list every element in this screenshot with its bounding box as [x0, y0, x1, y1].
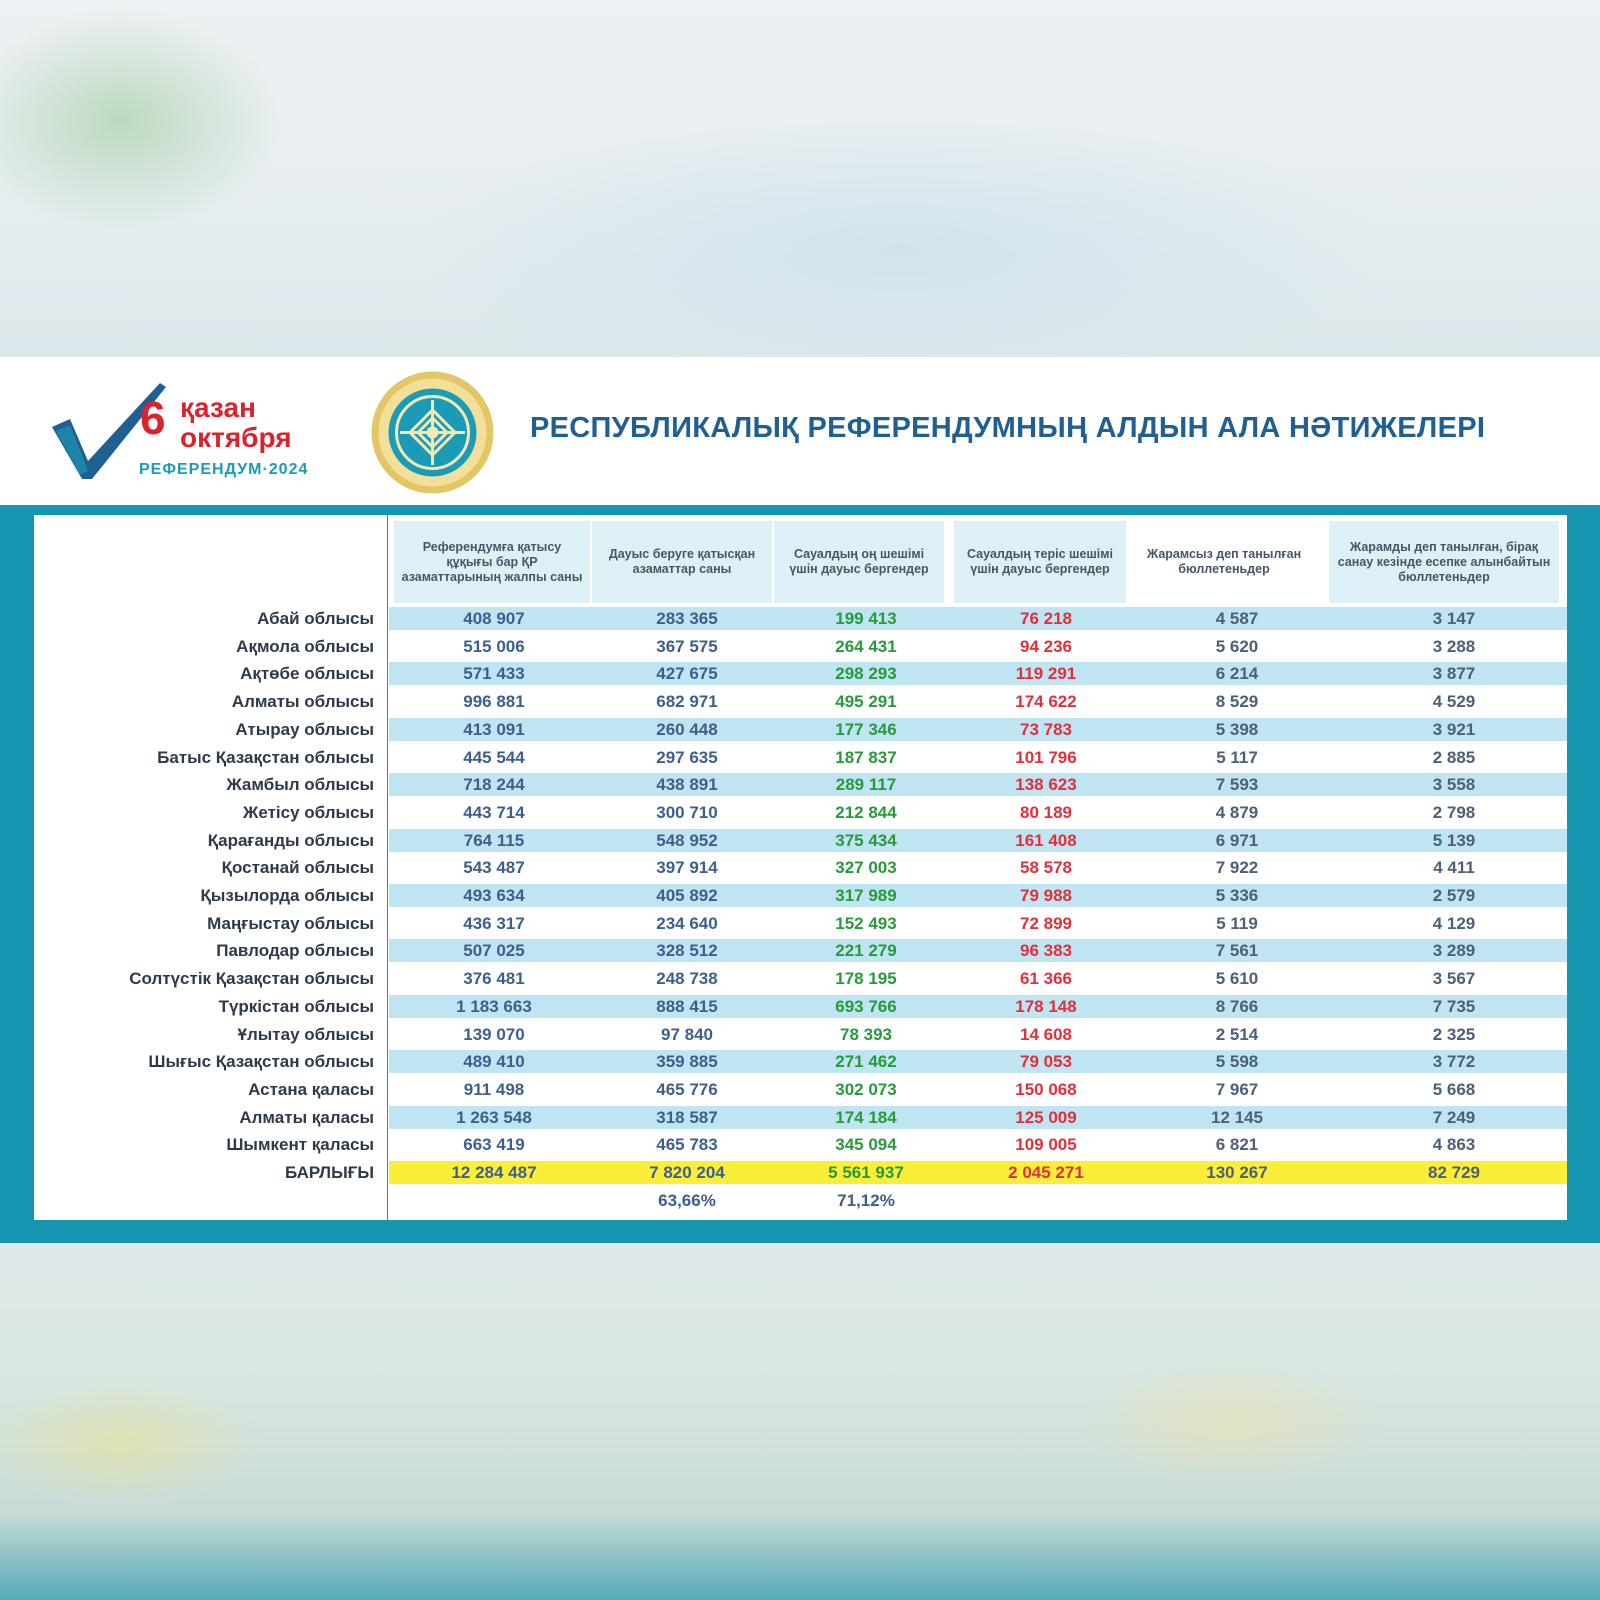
cell-invalid: 5 610 — [1215, 969, 1259, 989]
cell-participated: 465 776 — [656, 1079, 718, 1099]
cell-total: 413 091 — [463, 719, 525, 739]
cell-no: 73 783 — [1020, 719, 1072, 739]
cell-invalid: 7 593 — [1215, 775, 1259, 795]
cell-yes: 289 117 — [835, 775, 897, 795]
cell-total: 489 410 — [463, 1052, 525, 1072]
cell-yes: 693 766 — [835, 996, 897, 1016]
cell-no: 61 366 — [1020, 969, 1072, 989]
cell-not-counted: 5 668 — [1432, 1079, 1476, 1099]
cell-no: 80 189 — [1020, 802, 1072, 822]
cell-yes: 5 561 937 — [828, 1163, 904, 1182]
cell-no: 14 608 — [1020, 1024, 1072, 1044]
cell-participated: 318 587 — [656, 1107, 718, 1127]
region-name: Абай облысы — [257, 609, 374, 628]
cell-no: 72 899 — [1020, 913, 1072, 933]
cell-yes: 298 293 — [835, 664, 897, 684]
cell-participated: 359 885 — [656, 1052, 718, 1072]
election-commission-emblem-icon — [370, 370, 495, 495]
cell-yes: 221 279 — [835, 941, 897, 961]
cell-participated: 397 914 — [656, 858, 718, 878]
cell-not-counted: 3 772 — [1432, 1052, 1476, 1072]
cell-not-counted: 2 325 — [1432, 1024, 1476, 1044]
cell-no: 109 005 — [1015, 1135, 1077, 1155]
table-row — [34, 1021, 1567, 1049]
region-name: Маңғыстау облысы — [207, 913, 374, 933]
cell-total: 507 025 — [463, 941, 525, 961]
cell-invalid: 6 971 — [1215, 830, 1259, 850]
cell-total: 408 907 — [463, 609, 525, 628]
column-header-invalid: Жарамсыз деп танылған бюллетеньдер — [1134, 521, 1314, 603]
cell-no: 119 291 — [1015, 664, 1077, 684]
cell-total: 139 070 — [463, 1024, 525, 1044]
cell-participated: 405 892 — [656, 886, 718, 905]
cell-participated: 283 365 — [656, 609, 718, 628]
region-name: Қостанай облысы — [221, 858, 374, 878]
cell-total: 571 433 — [463, 664, 525, 684]
cell-no: 2 045 271 — [1008, 1163, 1084, 1182]
cell-not-counted: 3 558 — [1432, 775, 1476, 795]
cell-not-counted: 7 735 — [1432, 996, 1476, 1016]
cell-participated: 234 640 — [656, 913, 718, 933]
cell-total: 376 481 — [463, 969, 525, 989]
cell-not-counted: 3 877 — [1432, 664, 1476, 684]
region-name: Жамбыл облысы — [226, 775, 374, 795]
region-name: Атырау облысы — [235, 719, 374, 739]
region-name: Солтүстік Қазақстан облысы — [129, 969, 374, 989]
cell-not-counted: 2 579 — [1432, 886, 1476, 905]
cell-not-counted: 5 139 — [1432, 830, 1476, 850]
region-name: Ақтөбе облысы — [240, 664, 374, 684]
percentage-yes: 71,12% — [837, 1190, 895, 1210]
cell-invalid: 2 514 — [1215, 1024, 1259, 1044]
cell-participated: 97 840 — [661, 1024, 713, 1044]
table-row — [34, 744, 1567, 772]
cell-invalid: 5 119 — [1216, 913, 1258, 933]
cell-no: 125 009 — [1015, 1107, 1077, 1127]
cell-invalid: 5 598 — [1215, 1052, 1259, 1072]
cell-participated: 548 952 — [656, 830, 718, 850]
region-name: Жетісу облысы — [242, 802, 374, 822]
page-title: РЕСПУБЛИКАЛЫҚ РЕФЕРЕНДУМНЫҢ АЛДЫН АЛА НӘТИЖЕЛЕРІ — [530, 412, 1486, 444]
region-name: БАРЛЫҒЫ — [285, 1163, 374, 1182]
cell-yes: 264 431 — [835, 636, 897, 656]
column-header-not-counted: Жарамды деп танылған, бірақ санау кезінде есепке алынбайтын бюллетеньдер — [1329, 521, 1559, 603]
table-row — [34, 605, 1567, 633]
cell-not-counted: 3 567 — [1432, 969, 1476, 989]
cell-not-counted: 4 411 — [1433, 858, 1475, 878]
cell-participated: 328 512 — [656, 941, 718, 961]
cell-yes: 345 094 — [835, 1135, 897, 1155]
cell-participated: 888 415 — [656, 996, 718, 1016]
table-row — [34, 1104, 1567, 1132]
column-header-participated: Дауыс беруге қатысқан азаматтар саны — [592, 521, 772, 603]
cell-invalid: 7 967 — [1215, 1079, 1259, 1099]
date-month-ru: октября — [180, 422, 292, 453]
cell-no: 79 988 — [1020, 886, 1072, 905]
cell-invalid: 6 821 — [1215, 1135, 1259, 1155]
cell-no: 150 068 — [1015, 1079, 1077, 1099]
table-row — [34, 633, 1567, 661]
cell-participated: 465 783 — [656, 1135, 718, 1155]
table-row — [34, 910, 1567, 938]
region-name: Алматы қаласы — [239, 1107, 374, 1127]
cell-yes: 178 195 — [835, 969, 897, 989]
cell-total: 12 284 487 — [451, 1163, 537, 1182]
cell-invalid: 7 922 — [1215, 858, 1259, 878]
column-header-no: Сауалдың теріс шешімі үшін дауыс бергендер — [954, 521, 1126, 603]
percentage-participated: 63,66% — [658, 1190, 716, 1210]
region-name: Алматы облысы — [231, 692, 374, 712]
cell-total: 436 317 — [463, 913, 525, 933]
cell-not-counted: 2 798 — [1432, 802, 1476, 822]
cell-yes: 152 493 — [835, 913, 897, 933]
cell-yes: 187 837 — [835, 747, 897, 767]
cell-invalid: 5 117 — [1216, 747, 1258, 767]
cell-yes: 302 073 — [835, 1079, 897, 1099]
cell-not-counted: 3 289 — [1432, 941, 1476, 961]
table-row — [34, 965, 1567, 993]
table-row — [34, 716, 1567, 744]
region-name: Түркістан облысы — [218, 996, 374, 1016]
cell-invalid: 8 766 — [1215, 996, 1259, 1016]
results-panel — [0, 357, 1600, 1243]
totals-row — [34, 1159, 1567, 1187]
table-row — [34, 827, 1567, 855]
cell-invalid: 4 879 — [1215, 802, 1259, 822]
cell-invalid: 12 145 — [1211, 1107, 1263, 1127]
cell-no: 76 218 — [1020, 609, 1072, 628]
cell-not-counted: 7 249 — [1432, 1107, 1476, 1127]
cell-not-counted: 4 529 — [1432, 692, 1476, 712]
referendum-label: РЕФЕРЕНДУМ·2024 — [139, 461, 309, 478]
cell-invalid: 130 267 — [1206, 1163, 1268, 1182]
cell-no: 96 383 — [1020, 941, 1072, 961]
cell-no: 101 796 — [1015, 747, 1077, 767]
cell-yes: 174 184 — [835, 1107, 897, 1127]
cell-participated: 682 971 — [656, 692, 718, 712]
cell-no: 174 622 — [1015, 692, 1077, 712]
cell-no: 161 408 — [1015, 830, 1077, 850]
table-row — [34, 1076, 1567, 1104]
cell-total: 443 714 — [463, 802, 525, 822]
cell-invalid: 7 561 — [1215, 941, 1259, 961]
cell-yes: 212 844 — [835, 802, 897, 822]
cell-no: 79 053 — [1020, 1052, 1072, 1072]
cell-yes: 317 989 — [835, 886, 897, 905]
region-name: Ақмола облысы — [236, 636, 374, 656]
cell-no: 178 148 — [1015, 996, 1077, 1016]
cell-participated: 438 891 — [656, 775, 718, 795]
results-table-frame — [0, 505, 1600, 1243]
cell-not-counted: 4 863 — [1432, 1135, 1476, 1155]
cell-total: 1 263 548 — [456, 1107, 532, 1127]
table-row — [34, 799, 1567, 827]
header — [0, 357, 1600, 505]
cell-invalid: 4 587 — [1215, 609, 1259, 628]
cell-total: 718 244 — [463, 775, 525, 795]
table-row — [34, 1048, 1567, 1076]
cell-total: 764 115 — [463, 830, 525, 850]
cell-not-counted: 3 288 — [1432, 636, 1476, 656]
region-name: Ұлытау облысы — [237, 1024, 374, 1044]
cell-not-counted: 2 885 — [1432, 747, 1476, 767]
percentages-row — [34, 1187, 1567, 1215]
table-row — [34, 771, 1567, 799]
cell-invalid: 5 336 — [1215, 886, 1259, 905]
cell-yes: 78 393 — [840, 1024, 892, 1044]
cell-total: 1 183 663 — [456, 996, 532, 1016]
table-row — [34, 660, 1567, 688]
cell-invalid: 6 214 — [1215, 664, 1259, 684]
table-row — [34, 993, 1567, 1021]
cell-participated: 7 820 204 — [649, 1163, 725, 1182]
table-row — [34, 688, 1567, 716]
table-row — [34, 937, 1567, 965]
table-row — [34, 1131, 1567, 1159]
cell-not-counted: 3 921 — [1432, 719, 1476, 739]
cell-yes: 327 003 — [835, 858, 897, 878]
cell-no: 94 236 — [1020, 636, 1072, 656]
region-name: Қызылорда облысы — [200, 886, 374, 905]
cell-total: 493 634 — [463, 886, 525, 905]
cell-not-counted: 82 729 — [1428, 1163, 1480, 1182]
cell-invalid: 8 529 — [1215, 692, 1259, 712]
region-name: Батыс Қазақстан облысы — [157, 747, 374, 767]
cell-participated: 367 575 — [656, 636, 718, 656]
cell-total: 445 544 — [463, 747, 525, 767]
cell-not-counted: 3 147 — [1432, 609, 1476, 628]
cell-participated: 300 710 — [656, 802, 718, 822]
column-header-total: Референдумға қатысу құқығы бар ҚР азаматтарының жалпы саны — [394, 521, 590, 603]
column-header-yes: Сауалдың оң шешімі үшін дауыс бергендер — [774, 521, 944, 603]
cell-not-counted: 4 129 — [1432, 913, 1476, 933]
cell-total: 515 006 — [463, 636, 525, 656]
cell-yes: 495 291 — [835, 692, 897, 712]
cell-no: 58 578 — [1020, 858, 1072, 878]
cell-no: 138 623 — [1015, 775, 1077, 795]
cell-participated: 248 738 — [656, 969, 718, 989]
background-bottom — [0, 1243, 1600, 1600]
date-month-kz: қазан — [180, 392, 256, 423]
results-table — [34, 515, 1567, 1220]
region-name: Павлодар облысы — [216, 941, 374, 961]
table-row — [34, 882, 1567, 910]
cell-participated: 427 675 — [656, 664, 718, 684]
table-row — [34, 854, 1567, 882]
cell-invalid: 5 398 — [1215, 719, 1259, 739]
date-number: 6 — [140, 392, 166, 444]
region-name: Астана қаласы — [248, 1079, 374, 1099]
region-name: Шығыс Қазақстан облысы — [148, 1052, 374, 1072]
cell-total: 543 487 — [463, 858, 525, 878]
region-name: Шымкент қаласы — [226, 1135, 374, 1155]
cell-yes: 375 434 — [835, 830, 897, 850]
cell-total: 996 881 — [463, 692, 525, 712]
cell-participated: 297 635 — [656, 747, 718, 767]
cell-participated: 260 448 — [656, 719, 718, 739]
background-top — [0, 0, 1600, 357]
cell-yes: 177 346 — [835, 719, 897, 739]
cell-invalid: 5 620 — [1215, 636, 1259, 656]
cell-total: 911 498 — [463, 1079, 525, 1099]
region-name: Қарағанды облысы — [207, 830, 374, 850]
cell-yes: 199 413 — [835, 609, 897, 628]
cell-yes: 271 462 — [835, 1052, 897, 1072]
cell-total: 663 419 — [463, 1135, 525, 1155]
